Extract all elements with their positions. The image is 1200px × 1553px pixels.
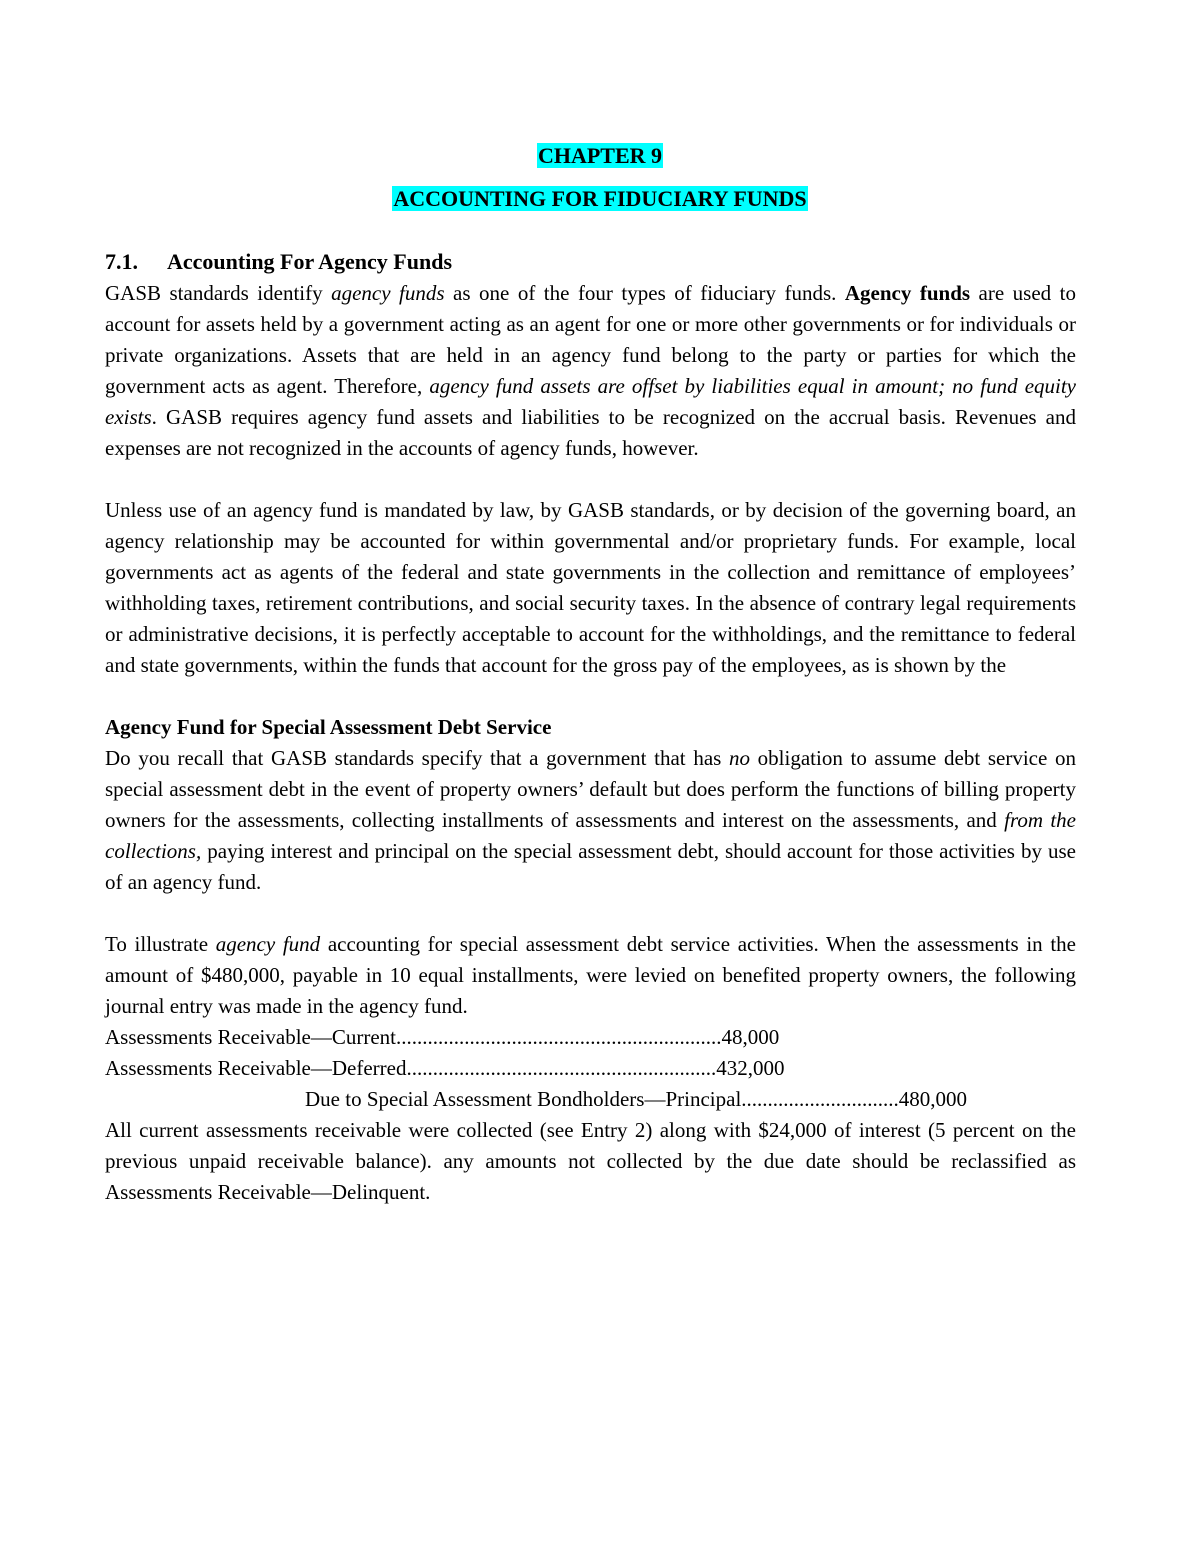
text-run: accounting for special assessment debt service activities. When the assessments in the amount of $480,000, payable in 10 equal installments, were levied on benefited property owners, the following journal entry was made in the agency fund. [105, 932, 1076, 1018]
text-run: . GASB requires agency fund assets and liabilities to be recognized on the accrual basis. Revenues and expenses are not recognized in the accounts of agency funds, however. [105, 405, 1076, 460]
spacer [105, 898, 1076, 929]
journal-entry-current: Assessments Receivable—Current..............................................................48,000 [105, 1025, 780, 1049]
text-run: obligation to assume debt service on special assessment debt in the event of property owners’ default but does perform the functions of billing property owners for the assessments, collecting installments of assessments and interest on the assessments, and [105, 746, 1076, 832]
subheading: Agency Fund for Special Assessment Debt Service [105, 715, 552, 739]
text-run: GASB standards identify [105, 281, 332, 305]
section-number: 7.1. [105, 249, 138, 274]
paragraph-special-assessment [105, 743, 1076, 898]
journal-entry-deferred: Assessments Receivable—Deferred...........................................................432,000 [105, 1056, 785, 1080]
italic-term: agency fund [215, 932, 321, 956]
paragraph-agency-funds [105, 278, 1076, 464]
spacer [105, 681, 1076, 712]
paragraph-illustration [105, 929, 1076, 1022]
section-heading [105, 246, 1076, 278]
text-run: Do you recall that GASB standards specify that a government that has [105, 746, 729, 770]
chapter-number: CHAPTER 9 [537, 143, 663, 168]
italic-term: agency funds [331, 281, 445, 305]
italic-term: no [729, 746, 750, 770]
title-block [0, 140, 1200, 215]
text-run: To illustrate [105, 932, 216, 956]
journal-entry-due-bondholders: Due to Special Assessment Bondholders—Principal..............................480,000 [305, 1087, 968, 1111]
italic-phrase: agency fund assets are offset by liabilities equal in amount; no fund equity exists [105, 374, 1077, 429]
italic-phrase: from the collections, [105, 808, 1076, 863]
chapter-title [0, 183, 1200, 215]
chapter-title-text: ACCOUNTING FOR FIDUCIARY FUNDS [393, 186, 807, 211]
text-run: are used to account for assets held by a government acting as an agent for one or more other governments or for individuals or private organizations. Assets that are held in an agency fund belong to the party or parties for which the government acts as agent. Therefore, [105, 281, 1076, 398]
paragraph-collections: All current assessments receivable were collected (see Entry 2) along with $24,000 of interest (5 percent on the previous unpaid receivable balance). any amounts not collected by the due date should be reclassified as Assessments Receivable—Delinquent. [105, 1118, 1076, 1204]
spacer [105, 464, 1076, 495]
bold-term: Agency funds [844, 281, 971, 305]
document-body [105, 246, 1076, 1208]
chapter-heading [0, 140, 1200, 172]
text-run: paying interest and principal on the special assessment debt, should account for those activities by use of an agency fund. [105, 839, 1076, 894]
paragraph-agency-relationship: Unless use of an agency fund is mandated by law, by GASB standards, or by decision of the governing board, an agency relationship may be accounted for within governmental and/or proprietary funds. For example, local governments act as agents of the federal and state governments in the collection and remittance of employees’ withholding taxes, retirement contributions, and social security taxes. In the absence of contrary legal requirements or administrative decisions, it is perfectly acceptable to account for the withholdings, and the remittance to federal and state governments, within the funds that account for the gross pay of the employees, as is shown by the [105, 498, 1076, 677]
section-title: Accounting For Agency Funds [167, 249, 453, 274]
text-run: as one of the four types of fiduciary funds. [444, 281, 845, 305]
